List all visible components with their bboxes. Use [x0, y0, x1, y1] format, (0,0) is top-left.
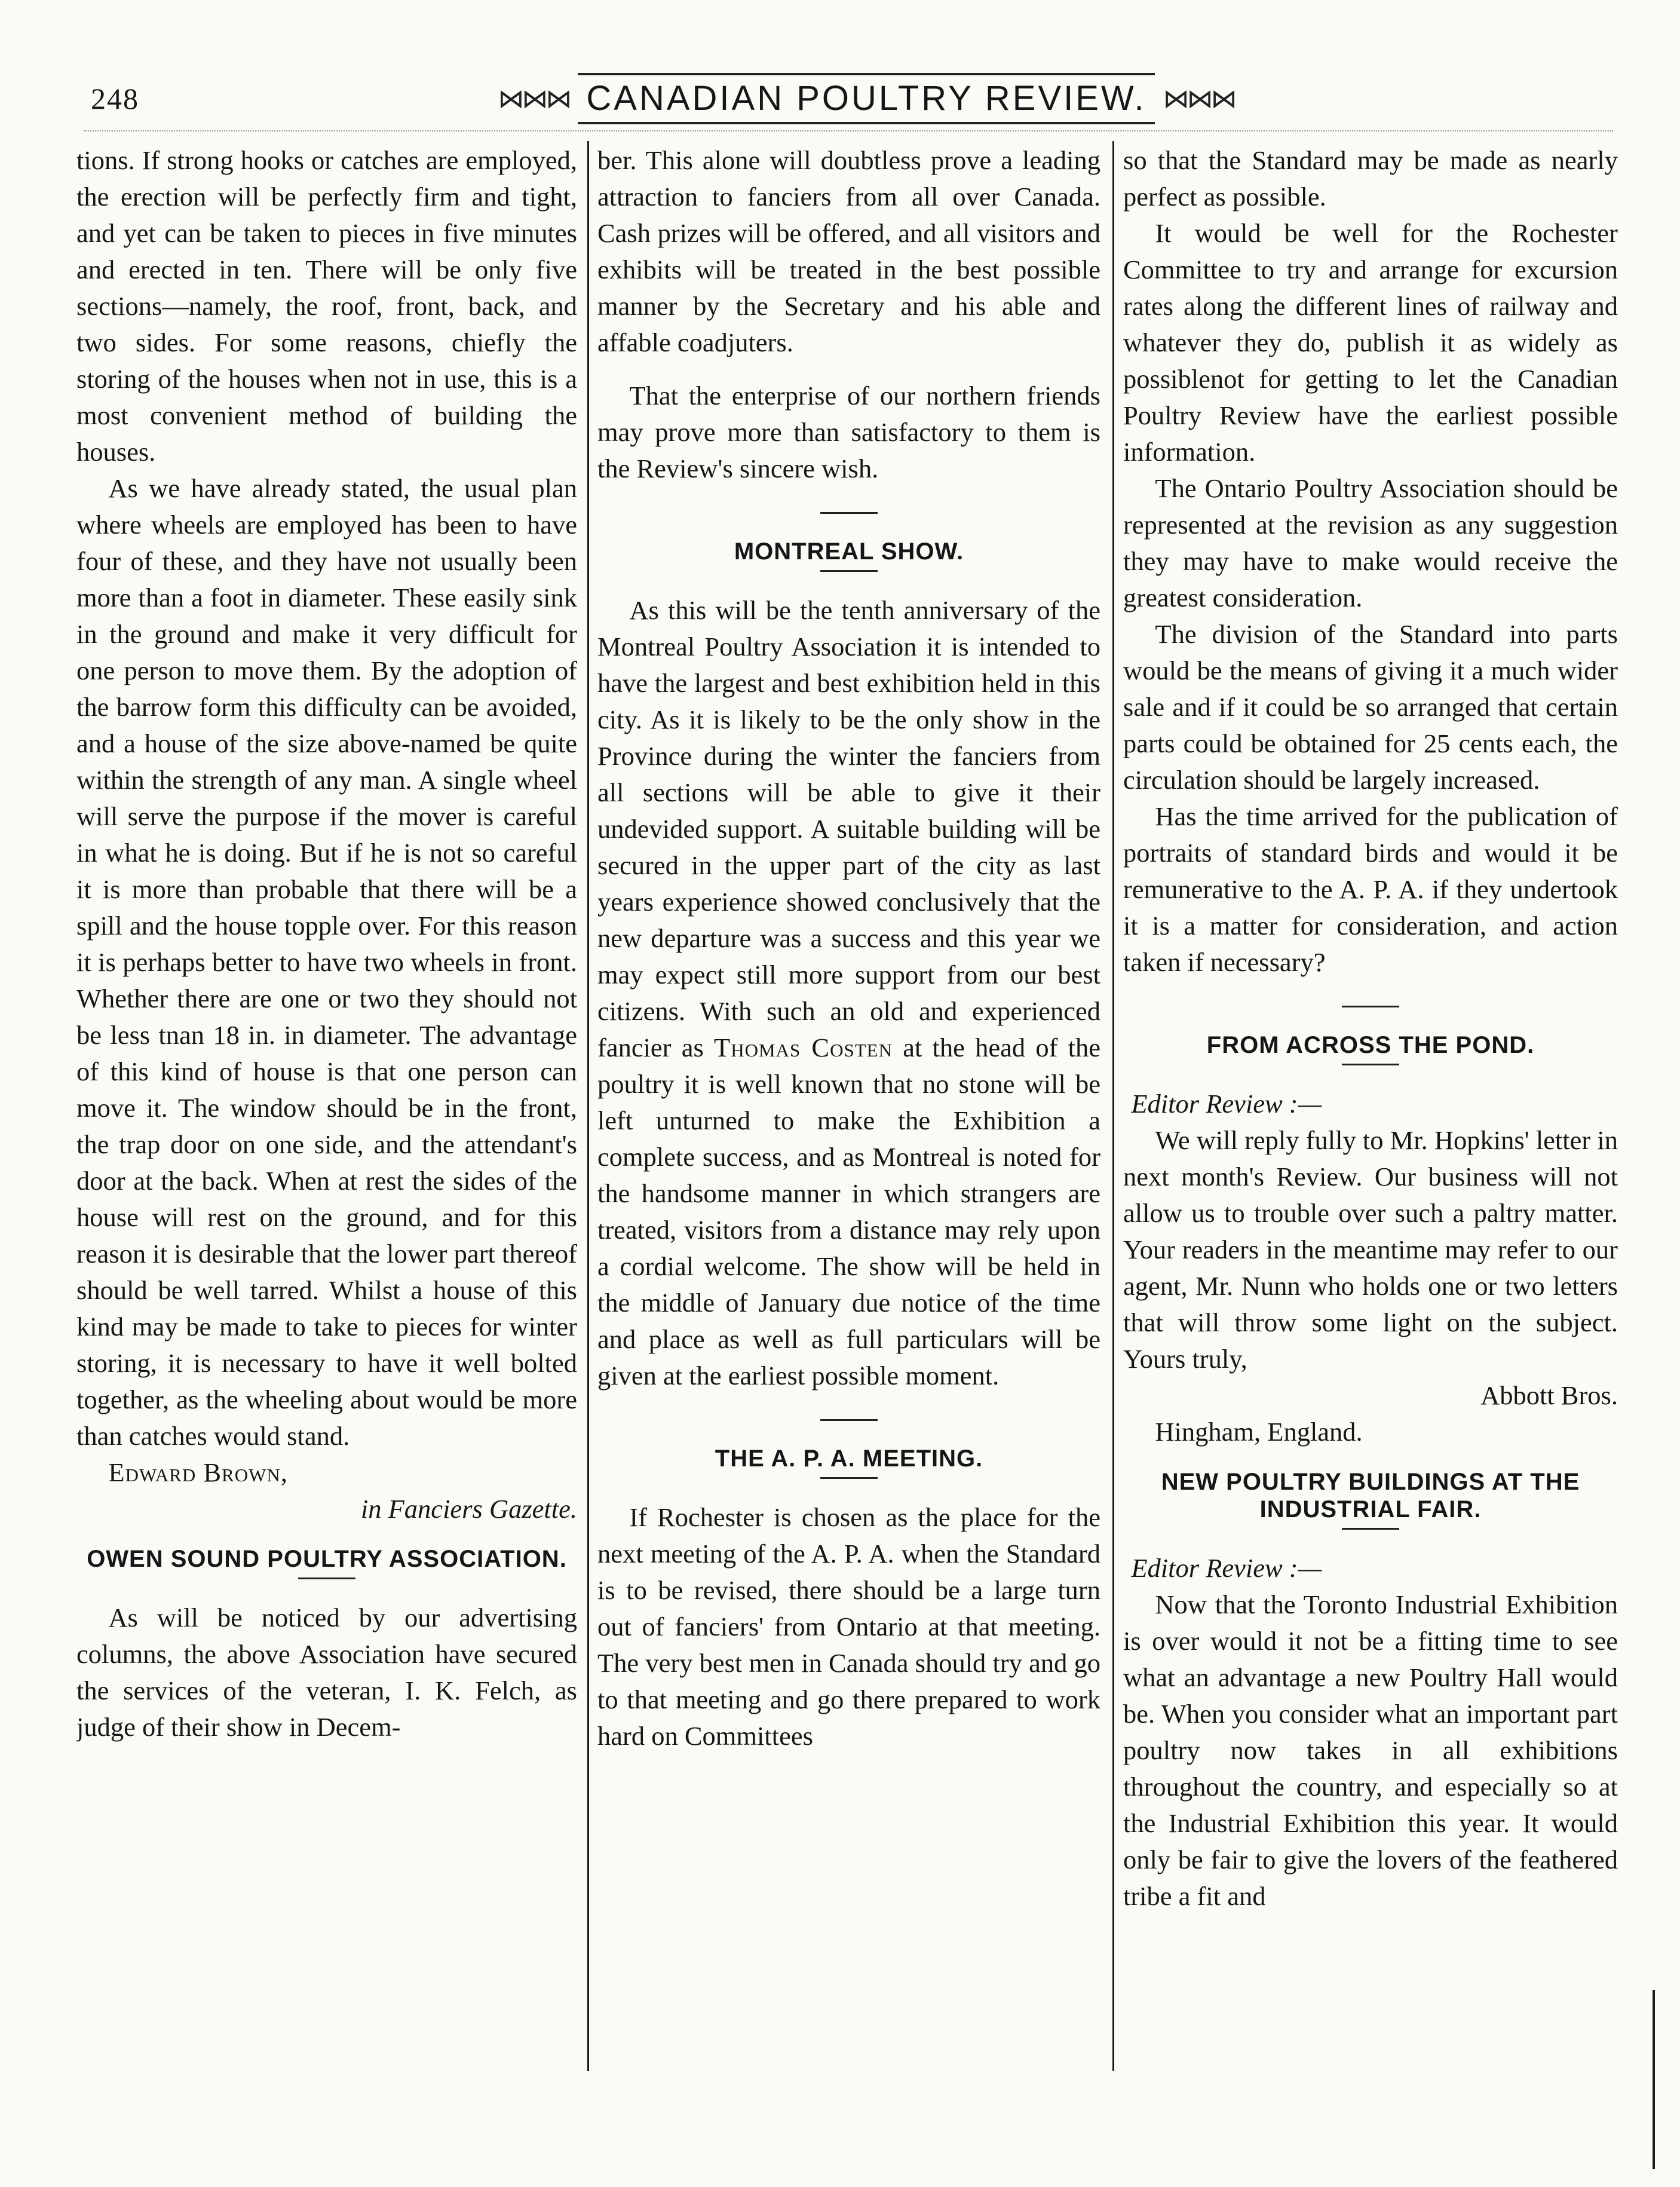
- column-1: [76, 142, 577, 2078]
- margin-rule: [1653, 1990, 1655, 2169]
- column-2: [597, 142, 1100, 2078]
- editor-salutation: Editor Review :—: [1131, 1089, 1322, 1119]
- article-heading: OWEN SOUND POULTRY ASSOCIATION.: [87, 1546, 567, 1572]
- letter-place: Hingham, England.: [1155, 1417, 1363, 1447]
- ornament-left-icon: ⋈⋈⋈: [498, 84, 570, 114]
- article-heading: MONTREAL SHOW.: [734, 538, 964, 565]
- source-citation: in Fanciers Gazette.: [360, 1494, 577, 1524]
- letter-signature: Abbott Bros.: [1480, 1380, 1618, 1410]
- column-divider: [587, 141, 589, 2071]
- spacer: [597, 361, 1100, 378]
- masthead: [498, 66, 1235, 131]
- heading-rule: [298, 1578, 355, 1579]
- heading-rule: [1342, 1064, 1399, 1065]
- page-number: 248: [91, 82, 139, 115]
- paragraph: ber. This alone will doubtless prove a leading attraction to fanciers from all over Canada. Cash prizes will be offered, and all visitors and exhibits will be treated in the best possible manner by the Secretary and his able and affable coadjuters.: [597, 145, 1100, 357]
- text-run: As this will be the tenth anniversary of the Montreal Poultry Association it is intended to have the largest and best exhibition held in this city. As it is likely to be the only show in the Province during the winter the fanciers from all sections will be able to give it their undevided support. A suitable building will be secured in the upper part of the city as last years experience showed conclusively that the new departure was a success and this year we may expect still more support from our best citizens. With such an old and experienced fancier as: [597, 595, 1100, 1062]
- paragraph: As we have already stated, the usual plan where wheels are employed has been to have four of these, and they have not usually been more than a foot in diameter. These easily sink in the ground and make it very difficult for one person to move them. By the adoption of the barrow form this difficulty can be avoided, and a house of the size above-named be quite within the strength of any man. A single wheel will serve the purpose if the mover is careful in what he is doing. But if he is not so careful it is more than probable that there will be a spill and the house topple over. For this reason it is perhaps better to have two wheels in front. Whether there are one or two they should not be less tnan 18 in. in diameter. The advantage of this kind of house is that one person can move it. The window should be in the front, the trap door on one side, and the attendant's door at the back. When at rest the sides of the house will rest on the ground, and for this reason it is desirable that the lower part thereof should be well tarred. Whilst a house of this kind may be made to take to pieces for winter storing, it is necessary to have it well bolted together, as the wheeling about would be more than catches would stand.: [76, 473, 577, 1451]
- paragraph: so that the Standard may be made as nearly perfect as possible.: [1123, 145, 1618, 212]
- article-heading: FROM ACROSS THE POND.: [1206, 1032, 1535, 1058]
- paragraph: We will reply fully to Mr. Hopkins' letter in next month's Review. Our business will not allow us to trouble over such a paltry matter. Your readers in the meantime may refer to our agent, Mr. Nunn who holds one or two letters that will throw some light on the subject. Yours truly,: [1123, 1125, 1618, 1374]
- section-rule: [820, 512, 878, 514]
- editor-salutation: Editor Review :—: [1131, 1553, 1322, 1583]
- text-run: at the head of the poultry it is well known that no stone will be left unturned to make the Exhibition a complete success, and as Montreal is noted for the handsome manner in which strangers are treated, visitors from a distance may rely upon a cordial welcome. The show will be held in the middle of January due notice of the time and place as well as full particulars will be given at the earliest possible moment.: [597, 1033, 1100, 1390]
- article-heading: THE A. P. A. MEETING.: [715, 1445, 983, 1472]
- masthead-title: CANADIAN POULTRY REVIEW.: [578, 73, 1154, 124]
- paragraph: It would be well for the Rochester Committee to try and arrange for excursion rates along the different lines of railway and whatever they do, publish it as widely as possiblenot for getting to let the Canadian Poultry Review have the earliest possible information.: [1123, 218, 1618, 467]
- author-signature: Edward Brown,: [108, 1457, 288, 1487]
- paragraph: As will be noticed by our advertising columns, the above Association have secured the services of the veteran, I. K. Felch, as judge of their show in Decem-: [76, 1603, 577, 1742]
- section-rule: [1342, 1006, 1399, 1007]
- paragraph: Has the time arrived for the publication of portraits of standard birds and would it be remunerative to the A. P. A. if they undertook it is a matter for consideration, and action taken if necessary?: [1123, 801, 1618, 977]
- heading-rule: [1342, 1528, 1399, 1530]
- section-rule: [820, 1419, 878, 1421]
- paragraph: tions. If strong hooks or catches are employed, the erection will be perfectly firm and tight, and yet can be taken to pieces in five minutes and erected in ten. There will be only five sections—namely, the roof, front, back, and two sides. For some reasons, chiefly the storing of the houses when not in use, this is a most convenient method of building the houses.: [76, 145, 577, 467]
- heading-rule: [820, 570, 878, 572]
- paragraph: [597, 592, 1100, 1394]
- person-name: Thomas Costen: [714, 1033, 893, 1062]
- paragraph: The Ontario Poultry Association should be represented at the revision as any suggestion they may have to make would receive the greatest consideration.: [1123, 473, 1618, 612]
- ornament-right-icon: ⋈⋈⋈: [1163, 84, 1235, 114]
- paragraph: If Rochester is chosen as the place for the next meeting of the A. P. A. when the Standard is to be revised, there should be a large turn out of fanciers' from Ontario at that meeting. The very best men in Canada should try and go to that meeting and go there prepared to work hard on Committees: [597, 1502, 1100, 1751]
- paragraph: Now that the Toronto Industrial Exhibition is over would it not be a fitting time to see what an advantage a new Poultry Hall would be. When you consider what an important part poultry now takes in all exhibitions throughout the country, and especially so at the Industrial Exhibition this year. It would only be fair to give the lovers of the feathered tribe a fit and: [1123, 1589, 1618, 1911]
- paragraph: The division of the Standard into parts would be the means of giving it a much wider sale and if it could be so arranged that certain parts could be obtained for 25 cents each, the circulation should be largely increased.: [1123, 619, 1618, 795]
- article-heading: NEW POULTRY BUILDINGS AT THE INDUSTRIAL FAIR.: [1161, 1469, 1580, 1523]
- column-divider: [1112, 141, 1114, 2071]
- paragraph: That the enterprise of our northern friends may prove more than satisfactory to them is the Review's sincere wish.: [597, 381, 1100, 483]
- column-3: [1123, 142, 1618, 2078]
- header-rule: [84, 130, 1613, 131]
- heading-rule: [820, 1477, 878, 1479]
